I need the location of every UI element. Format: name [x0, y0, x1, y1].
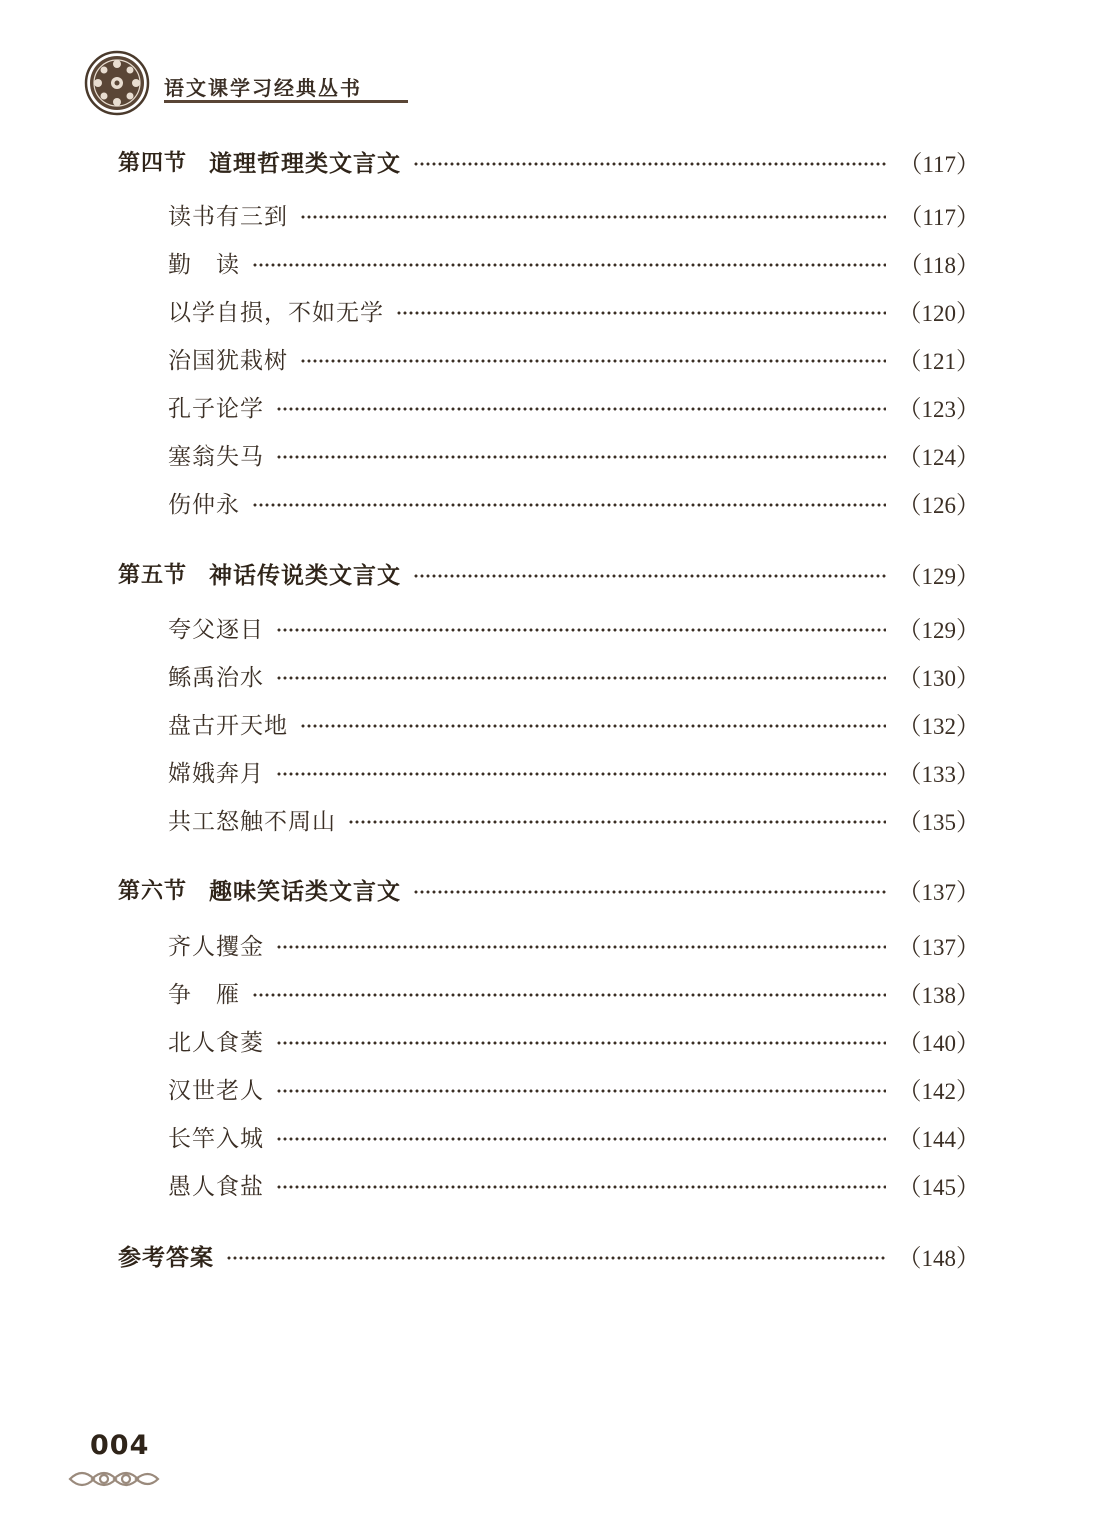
page-ref-number: 124 — [921, 444, 956, 470]
dot-leader — [276, 1041, 886, 1045]
page-ref-number: 145 — [921, 1174, 956, 1200]
toc-title: 长竿入城 — [168, 1125, 264, 1152]
page-ref-number: 123 — [921, 396, 956, 422]
toc-title: 北人食菱 — [168, 1029, 264, 1056]
page-ref-number: 138 — [921, 982, 956, 1008]
dot-leader — [276, 1137, 886, 1141]
toc-title: 塞翁失马 — [168, 443, 264, 470]
page-ref: （133） — [897, 759, 980, 788]
toc-entry[interactable] — [168, 653, 980, 697]
dot-leader — [276, 676, 886, 680]
dot-leader — [348, 820, 886, 824]
page-ref-number: 140 — [921, 1030, 956, 1056]
toc-section[interactable] — [118, 867, 980, 911]
page-ref-number: 117 — [922, 204, 956, 230]
page-ref-number: 148 — [921, 1245, 956, 1271]
toc-title: 夸父逐日 — [168, 616, 264, 643]
toc-answers[interactable] — [118, 1233, 980, 1277]
page-ref: （138） — [897, 980, 980, 1009]
series-header — [84, 50, 362, 116]
dot-leader — [252, 503, 886, 507]
dot-leader — [413, 890, 885, 894]
toc-entry[interactable] — [168, 1114, 980, 1158]
dot-leader — [300, 724, 886, 728]
toc-title: 孔子论学 — [168, 395, 264, 422]
toc-entry[interactable] — [168, 922, 980, 966]
toc-title: 盘古开天地 — [168, 712, 288, 739]
dot-leader — [300, 359, 886, 363]
dot-leader — [252, 993, 886, 997]
toc-entry[interactable] — [168, 480, 980, 524]
page-ref-number: 129 — [921, 563, 956, 589]
toc-title: 治国犹栽树 — [168, 347, 288, 374]
page-ref-number: 133 — [921, 761, 956, 787]
page-ref-number: 142 — [921, 1078, 956, 1104]
page-ref-number: 118 — [922, 252, 956, 278]
dot-leader — [276, 772, 886, 776]
toc-entry[interactable] — [168, 384, 980, 428]
dot-leader — [252, 263, 886, 267]
toc-entry[interactable] — [168, 1018, 980, 1062]
dot-leader — [276, 407, 886, 411]
page-ref: （140） — [897, 1028, 980, 1057]
page-ref: （137） — [897, 932, 980, 961]
toc-title: 以学自损，不如无学 — [168, 299, 384, 326]
toc-title: 读书有三到 — [168, 203, 288, 230]
page-ref: （117） — [898, 149, 980, 178]
series-title: 语文课学习经典丛书 — [164, 76, 362, 100]
page-ref: （132） — [897, 711, 980, 740]
toc-section[interactable] — [118, 139, 980, 183]
page-ref: （135） — [897, 807, 980, 836]
toc-title: 愚人食盐 — [168, 1173, 264, 1200]
dot-leader — [276, 455, 886, 459]
page-ref-number: 129 — [921, 617, 956, 643]
page-ref: （124） — [897, 442, 980, 471]
toc-title: 勤 读 — [168, 251, 240, 278]
toc-title: 争 雁 — [168, 981, 240, 1008]
section-number: 第六节 — [118, 878, 188, 904]
toc-title: 鲧禹治水 — [168, 664, 264, 691]
dot-leader — [276, 628, 886, 632]
dot-leader — [396, 311, 886, 315]
toc-title: 伤仲永 — [168, 491, 240, 518]
toc-entry[interactable] — [168, 797, 980, 841]
toc-title: 神话传说类文言文 — [209, 562, 402, 589]
toc-title: 道理哲理类文言文 — [209, 150, 402, 177]
page-ref: （137） — [897, 877, 980, 906]
toc-title: 汉世老人 — [168, 1077, 264, 1104]
toc-section[interactable] — [118, 551, 980, 595]
toc-entry[interactable] — [168, 192, 980, 236]
page-ref: （121） — [897, 346, 980, 375]
page-ref: （130） — [897, 663, 980, 692]
toc-entry[interactable] — [168, 288, 980, 332]
page-ref: （123） — [897, 394, 980, 423]
page-ref: （118） — [898, 250, 980, 279]
page-ref: （117） — [898, 202, 980, 231]
page-number: 004 — [90, 1430, 150, 1461]
toc-title: 趣味笑话类文言文 — [209, 878, 402, 905]
page-ref-number: 144 — [921, 1126, 956, 1152]
dot-leader — [276, 1185, 886, 1189]
toc-entry[interactable] — [168, 336, 980, 380]
header-rule — [164, 100, 408, 103]
dot-leader — [413, 574, 885, 578]
page-ref: （120） — [897, 298, 980, 327]
knot-ornament-icon — [68, 1464, 160, 1494]
section-number: 第五节 — [118, 562, 188, 588]
floral-emblem-icon — [84, 50, 150, 116]
toc-title: 参考答案 — [118, 1244, 214, 1271]
page-ref: （129） — [897, 615, 980, 644]
toc-entry[interactable] — [168, 432, 980, 476]
toc-entry[interactable] — [168, 970, 980, 1014]
toc-entry[interactable] — [168, 605, 980, 649]
dot-leader — [276, 1089, 886, 1093]
page-ref-number: 120 — [921, 300, 956, 326]
page-ref: （142） — [897, 1076, 980, 1105]
toc-title: 齐人攫金 — [168, 933, 264, 960]
page-ref: （129） — [897, 561, 980, 590]
page-ref: （145） — [897, 1172, 980, 1201]
section-number: 第四节 — [118, 150, 188, 176]
page-ref-number: 117 — [922, 151, 956, 177]
page-ref-number: 130 — [921, 665, 956, 691]
toc-entry[interactable] — [168, 240, 980, 284]
toc-entry[interactable] — [168, 1162, 980, 1206]
page-ref: （144） — [897, 1124, 980, 1153]
page-ref-number: 137 — [921, 879, 956, 905]
page-ref-number: 121 — [921, 348, 956, 374]
toc-title: 嫦娥奔月 — [168, 760, 264, 787]
dot-leader — [413, 162, 886, 166]
dot-leader — [300, 215, 886, 219]
page-ref: （126） — [897, 490, 980, 519]
dot-leader — [226, 1256, 886, 1260]
page-ref: （148） — [897, 1243, 980, 1272]
toc-entry[interactable] — [168, 701, 980, 745]
dot-leader — [276, 945, 886, 949]
page-ref-number: 132 — [921, 713, 956, 739]
toc-title: 共工怒触不周山 — [168, 808, 336, 835]
toc-entry[interactable] — [168, 749, 980, 793]
page-ref-number: 135 — [921, 809, 956, 835]
page-ref-number: 126 — [921, 492, 956, 518]
page-ref-number: 137 — [921, 934, 956, 960]
toc-entry[interactable] — [168, 1066, 980, 1110]
